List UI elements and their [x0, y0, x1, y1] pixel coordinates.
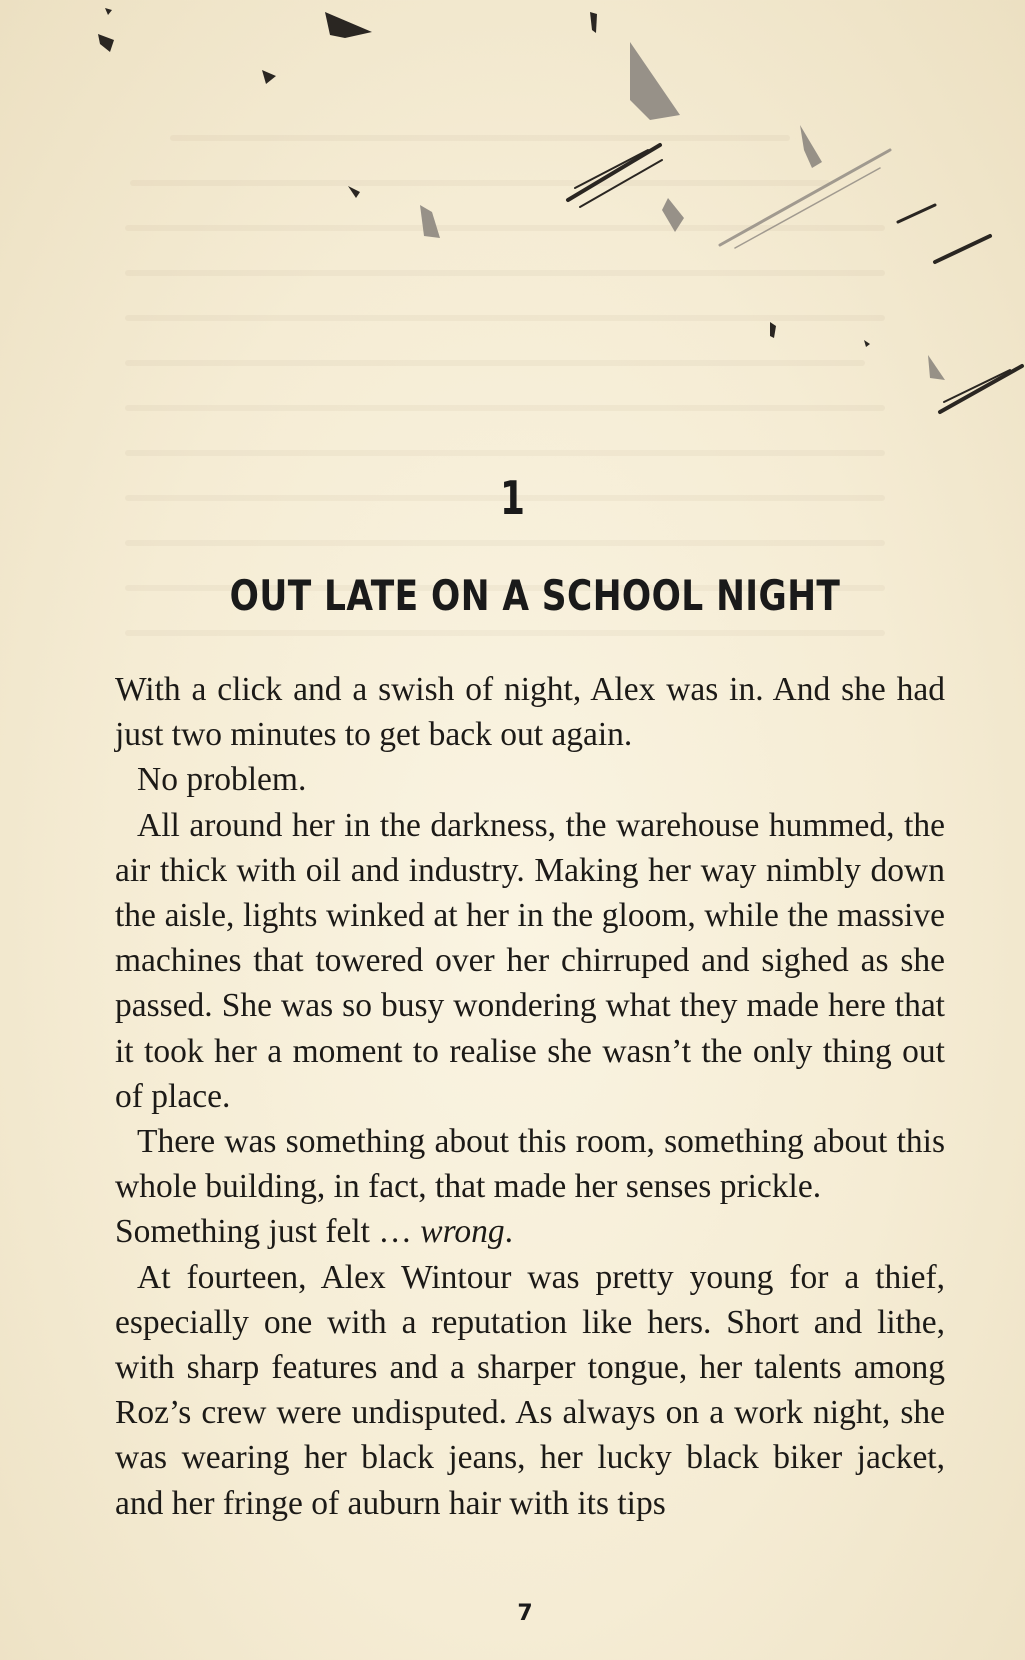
- chapter-title: OUT LATE ON A SCHOOL NIGHT: [229, 571, 841, 620]
- emphasized-word: wrong: [420, 1213, 505, 1251]
- shard-streak-icon: [568, 145, 1022, 412]
- chapter-body: [115, 667, 945, 1526]
- paragraph: No problem.: [137, 761, 307, 799]
- shard-icon: [98, 8, 870, 347]
- paragraph: With a click and a swish of night, Alex was in. And she had just two minutes to get back out again.: [115, 671, 945, 754]
- chapter-number: 1: [500, 471, 525, 525]
- paragraph: At fourteen, Alex Wintour was pretty young for a thief, especially one with a reputation like hers. Short and lithe, with sharp features and a sharper tongue, her talents among Roz’s crew were undisputed. As always on a work night, she was wearing her black jeans, her lucky black biker jacket, and her fringe of auburn hair with its tips: [115, 1258, 945, 1522]
- paragraph: All around her in the darkness, the warehouse hummed, the air thick with oil and industry. Making her way nimbly down the aisle, lights winked at her in the gloom, while the massive machines that towered over her chirruped and sighed as she passed. She was so busy wondering what they made here that it took her a moment to realise she wasn’t the only thing out of place.: [115, 806, 945, 1115]
- paragraph-text: .: [504, 1213, 513, 1251]
- glass-shards-decoration: [0, 0, 1025, 460]
- paragraph-text: Something just felt …: [115, 1213, 421, 1251]
- page-number: 7: [517, 1601, 533, 1626]
- shard-streak-icon: [720, 150, 890, 248]
- paragraph: [115, 1209, 945, 1254]
- paragraph: There was something about this room, something about this whole building, in fact, that made her senses prickle.: [115, 1123, 945, 1206]
- shard-icon: [420, 42, 945, 380]
